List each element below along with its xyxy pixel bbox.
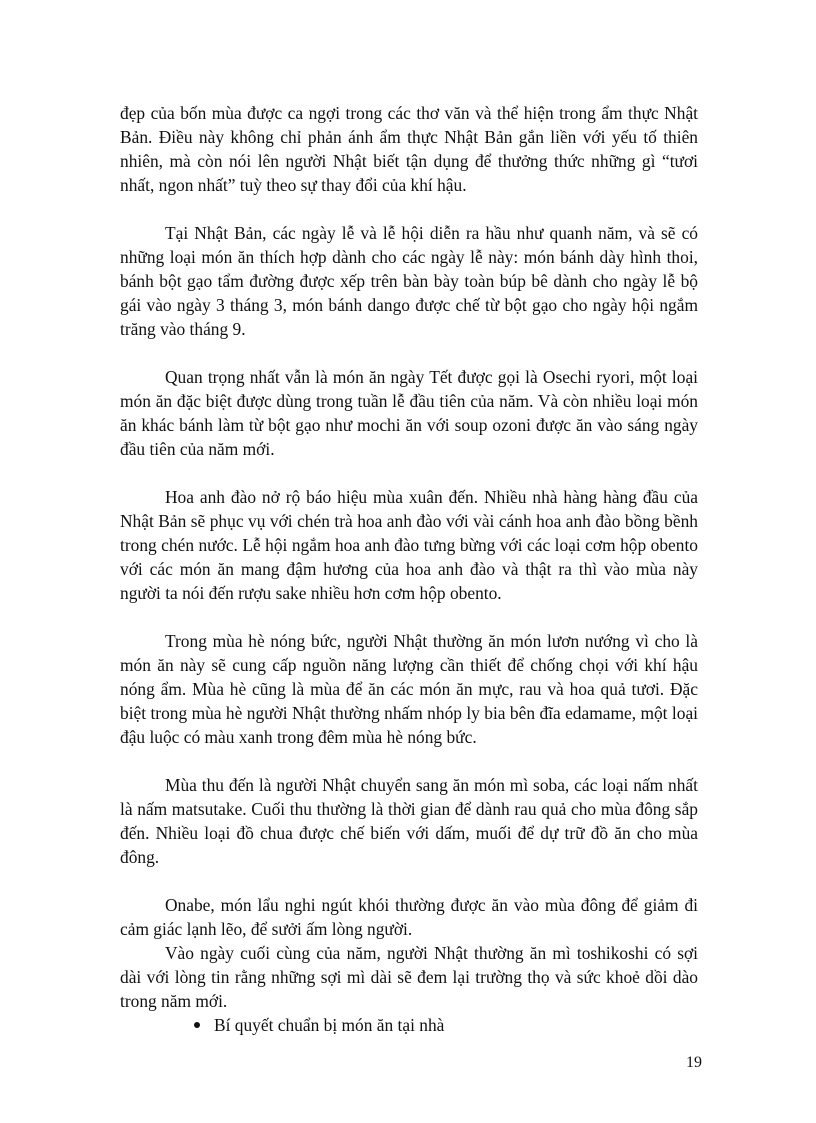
bullet-item (120, 1013, 698, 1037)
paragraph-new-year: Quan trọng nhất vẫn là món ăn ngày Tết được gọi là Osechi ryori, một loại món ăn đặc biệt được dùng trong tuần lễ đầu tiên của năm. Và còn nhiều loại món ăn khác bánh làm từ bột gạo như mochi ăn với soup ozoni được ăn vào sáng ngày đầu tiên của năm mới. (120, 367, 698, 459)
paragraph-autumn: Mùa thu đến là người Nhật chuyển sang ăn món mì soba, các loại nấm nhất là nấm matsutake. Cuối thu thường là thời gian để dành rau quả cho mùa đông sắp đến. Nhiều loại đồ chua được chế biến với dấm, muối để dự trữ đồ ăn cho mùa đông. (120, 775, 698, 867)
paragraph-intro: đẹp của bốn mùa được ca ngợi trong các thơ văn và thể hiện trong ẩm thực Nhật Bản. Điều này không chỉ phản ánh ẩm thực Nhật Bản gắn liền với yếu tố thiên nhiên, mà còn nói lên người Nhật biết tận dụng để thưởng thức những gì “tươi nhất, ngon nhất” tuỳ theo sự thay đổi của khí hậu. (120, 103, 698, 195)
paragraph-year-end: Vào ngày cuối cùng của năm, người Nhật thường ăn mì toshikoshi có sợi dài với lòng tin rằng những sợi mì dài sẽ đem lại trường thọ và sức khoẻ dồi dào trong năm mới. (120, 943, 698, 1011)
paragraph-winter: Onabe, món lẩu nghi ngút khói thường được ăn vào mùa đông để giảm đi cảm giác lạnh lẽo, để sưởi ấm lòng người. (120, 895, 698, 939)
paragraph-festivals: Tại Nhật Bản, các ngày lễ và lễ hội diễn ra hầu như quanh năm, và sẽ có những loại món ăn thích hợp dành cho các ngày lễ này: món bánh dày hình thoi, bánh bột gạo tẩm đường được xếp trên bàn bày toàn búp bê dành cho ngày lễ bộ gái vào ngày 3 tháng 3, món bánh dango được chế từ bột gạo cho ngày hội ngắm trăng vào tháng 9. (120, 223, 698, 339)
bullet-icon (194, 1022, 200, 1028)
bullet-text: Bí quyết chuẩn bị món ăn tại nhà (214, 1015, 445, 1035)
body-text (120, 101, 698, 1037)
page-number: 19 (686, 1054, 702, 1071)
paragraph-spring: Hoa anh đào nở rộ báo hiệu mùa xuân đến. Nhiều nhà hàng hàng đầu của Nhật Bản sẽ phục vụ với chén trà hoa anh đào với vài cánh hoa anh đào bồng bềnh trong chén nước. Lễ hội ngắm hoa anh đào tưng bừng với các loại cơm hộp obento với các món ăn mang đậm hương của hoa anh đào và thật ra thì vào mùa này người ta nói đến rượu sake nhiều hơn cơm hộp obento. (120, 487, 698, 603)
paragraph-summer: Trong mùa hè nóng bức, người Nhật thường ăn món lươn nướng vì cho là món ăn này sẽ cung cấp nguồn năng lượng cần thiết để chống chọi với khí hậu nóng ẩm. Mùa hè cũng là mùa để ăn các món ăn mực, rau và hoa quả tươi. Đặc biệt trong mùa hè người Nhật thường nhấm nhóp ly bia bên đĩa edamame, một loại đậu luộc có màu xanh trong đêm mùa hè nóng bức. (120, 631, 698, 747)
